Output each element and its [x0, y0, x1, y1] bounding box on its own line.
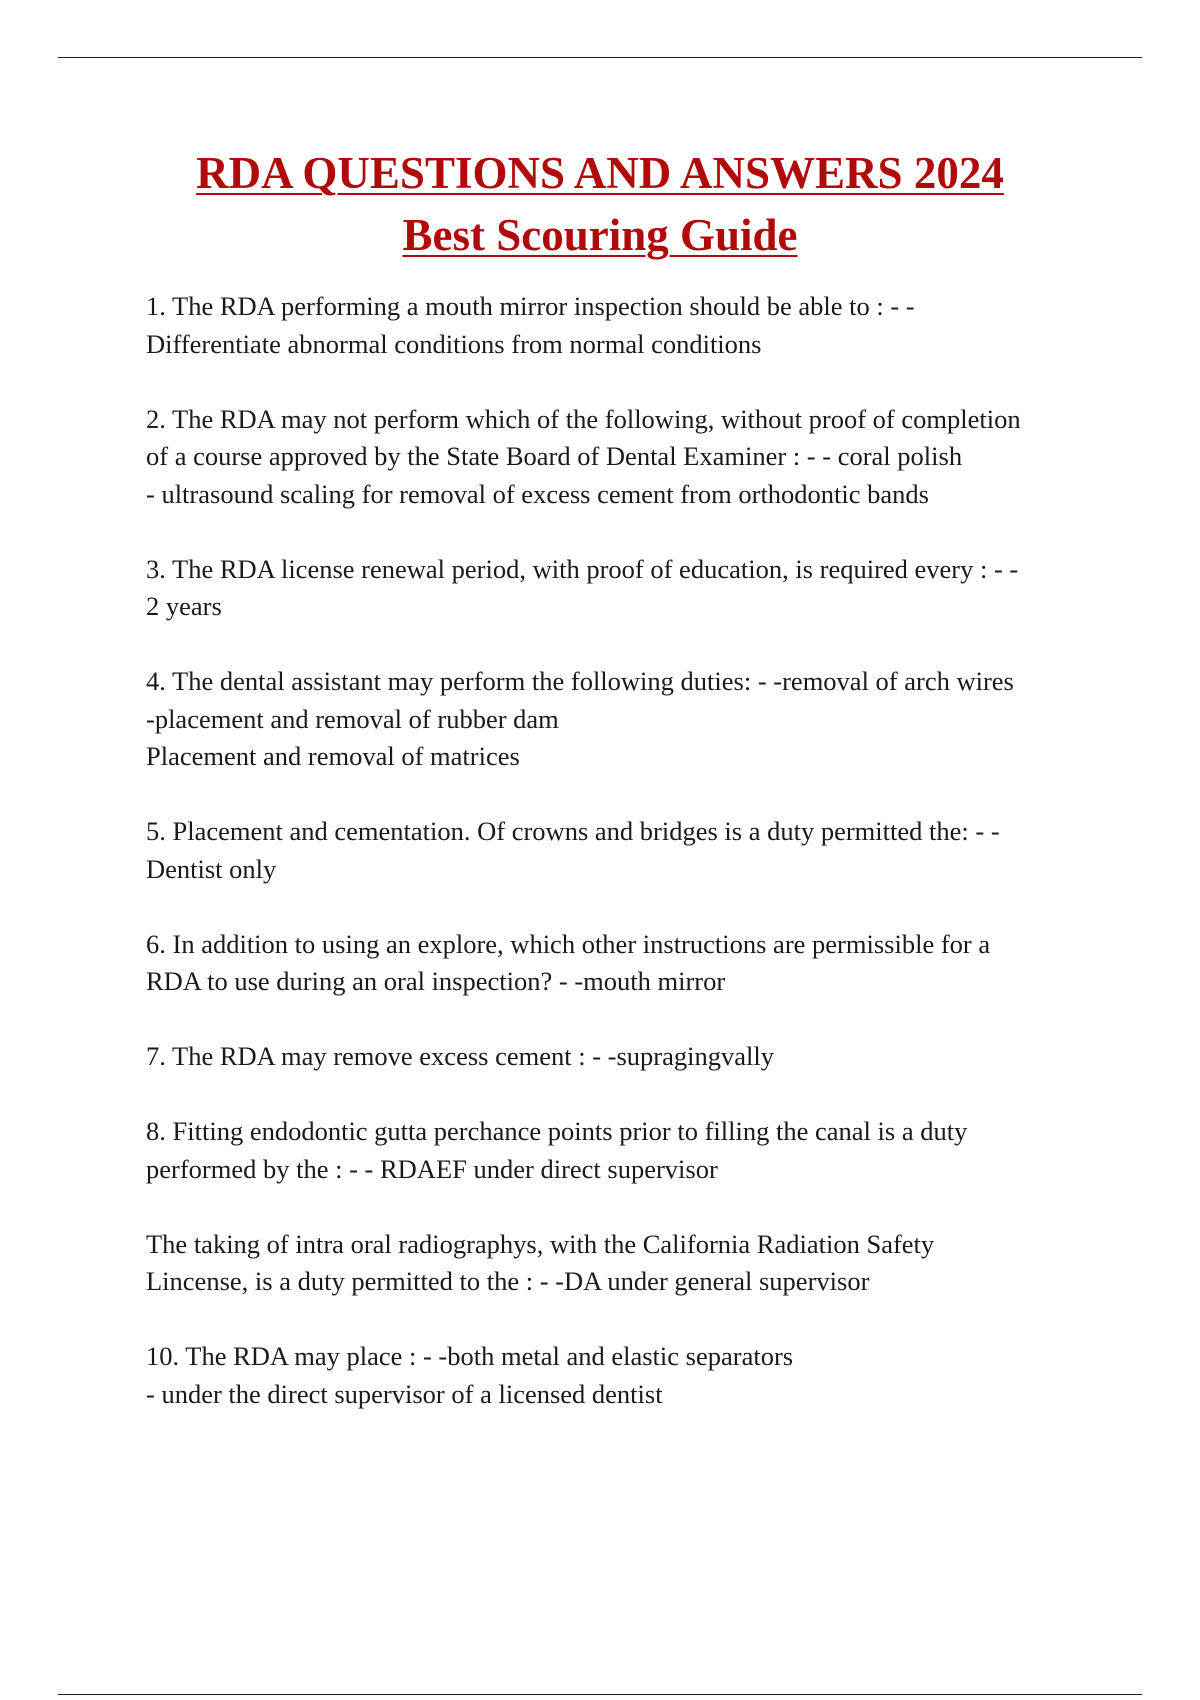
- qa-item-9: The taking of intra oral radiographys, with the California Radiation Safety Lincense, is a duty permitted to the : - -DA under general supervisor: [146, 1228, 935, 1296]
- qa-item-5: 5. Placement and cementation. Of crowns and bridges is a duty permitted the: - - Dentist only: [146, 816, 1000, 884]
- bottom-divider: [58, 1694, 1142, 1695]
- qa-list: [146, 288, 1086, 1451]
- title-line-2: Best Scouring Guide: [402, 210, 798, 260]
- qa-item-2: 2. The RDA may not perform which of the following, without proof of completion of a course approved by the State Board of Dental Examiner : - - coral polish - ultrasound scaling for removal of excess cement from orthodontic bands: [146, 403, 1021, 509]
- qa-item-1: 1. The RDA performing a mouth mirror inspection should be able to : - - Differentiate abnormal conditions from normal conditions: [146, 291, 915, 359]
- top-divider: [58, 57, 1142, 58]
- document-title: [0, 142, 1200, 266]
- qa-item-7: 7. The RDA may remove excess cement : - -supragingvally: [146, 1041, 774, 1071]
- title-line-1: RDA QUESTIONS AND ANSWERS 2024: [196, 148, 1004, 198]
- qa-item-3: 3. The RDA license renewal period, with proof of education, is required every : - - 2 years: [146, 553, 1019, 621]
- qa-item-10: 10. The RDA may place : - -both metal and elastic separators - under the direct supervisor of a licensed dentist: [146, 1341, 794, 1409]
- qa-item-6: 6. In addition to using an explore, which other instructions are permissible for a RDA to use during an oral inspection? - -mouth mirror: [146, 928, 991, 996]
- qa-item-4: 4. The dental assistant may perform the following duties: - -removal of arch wires -placement and removal of rubber dam Placement and removal of matrices: [146, 666, 1014, 771]
- qa-item-8: 8. Fitting endodontic gutta perchance points prior to filling the canal is a duty performed by the : - - RDAEF under direct supervisor: [146, 1116, 968, 1184]
